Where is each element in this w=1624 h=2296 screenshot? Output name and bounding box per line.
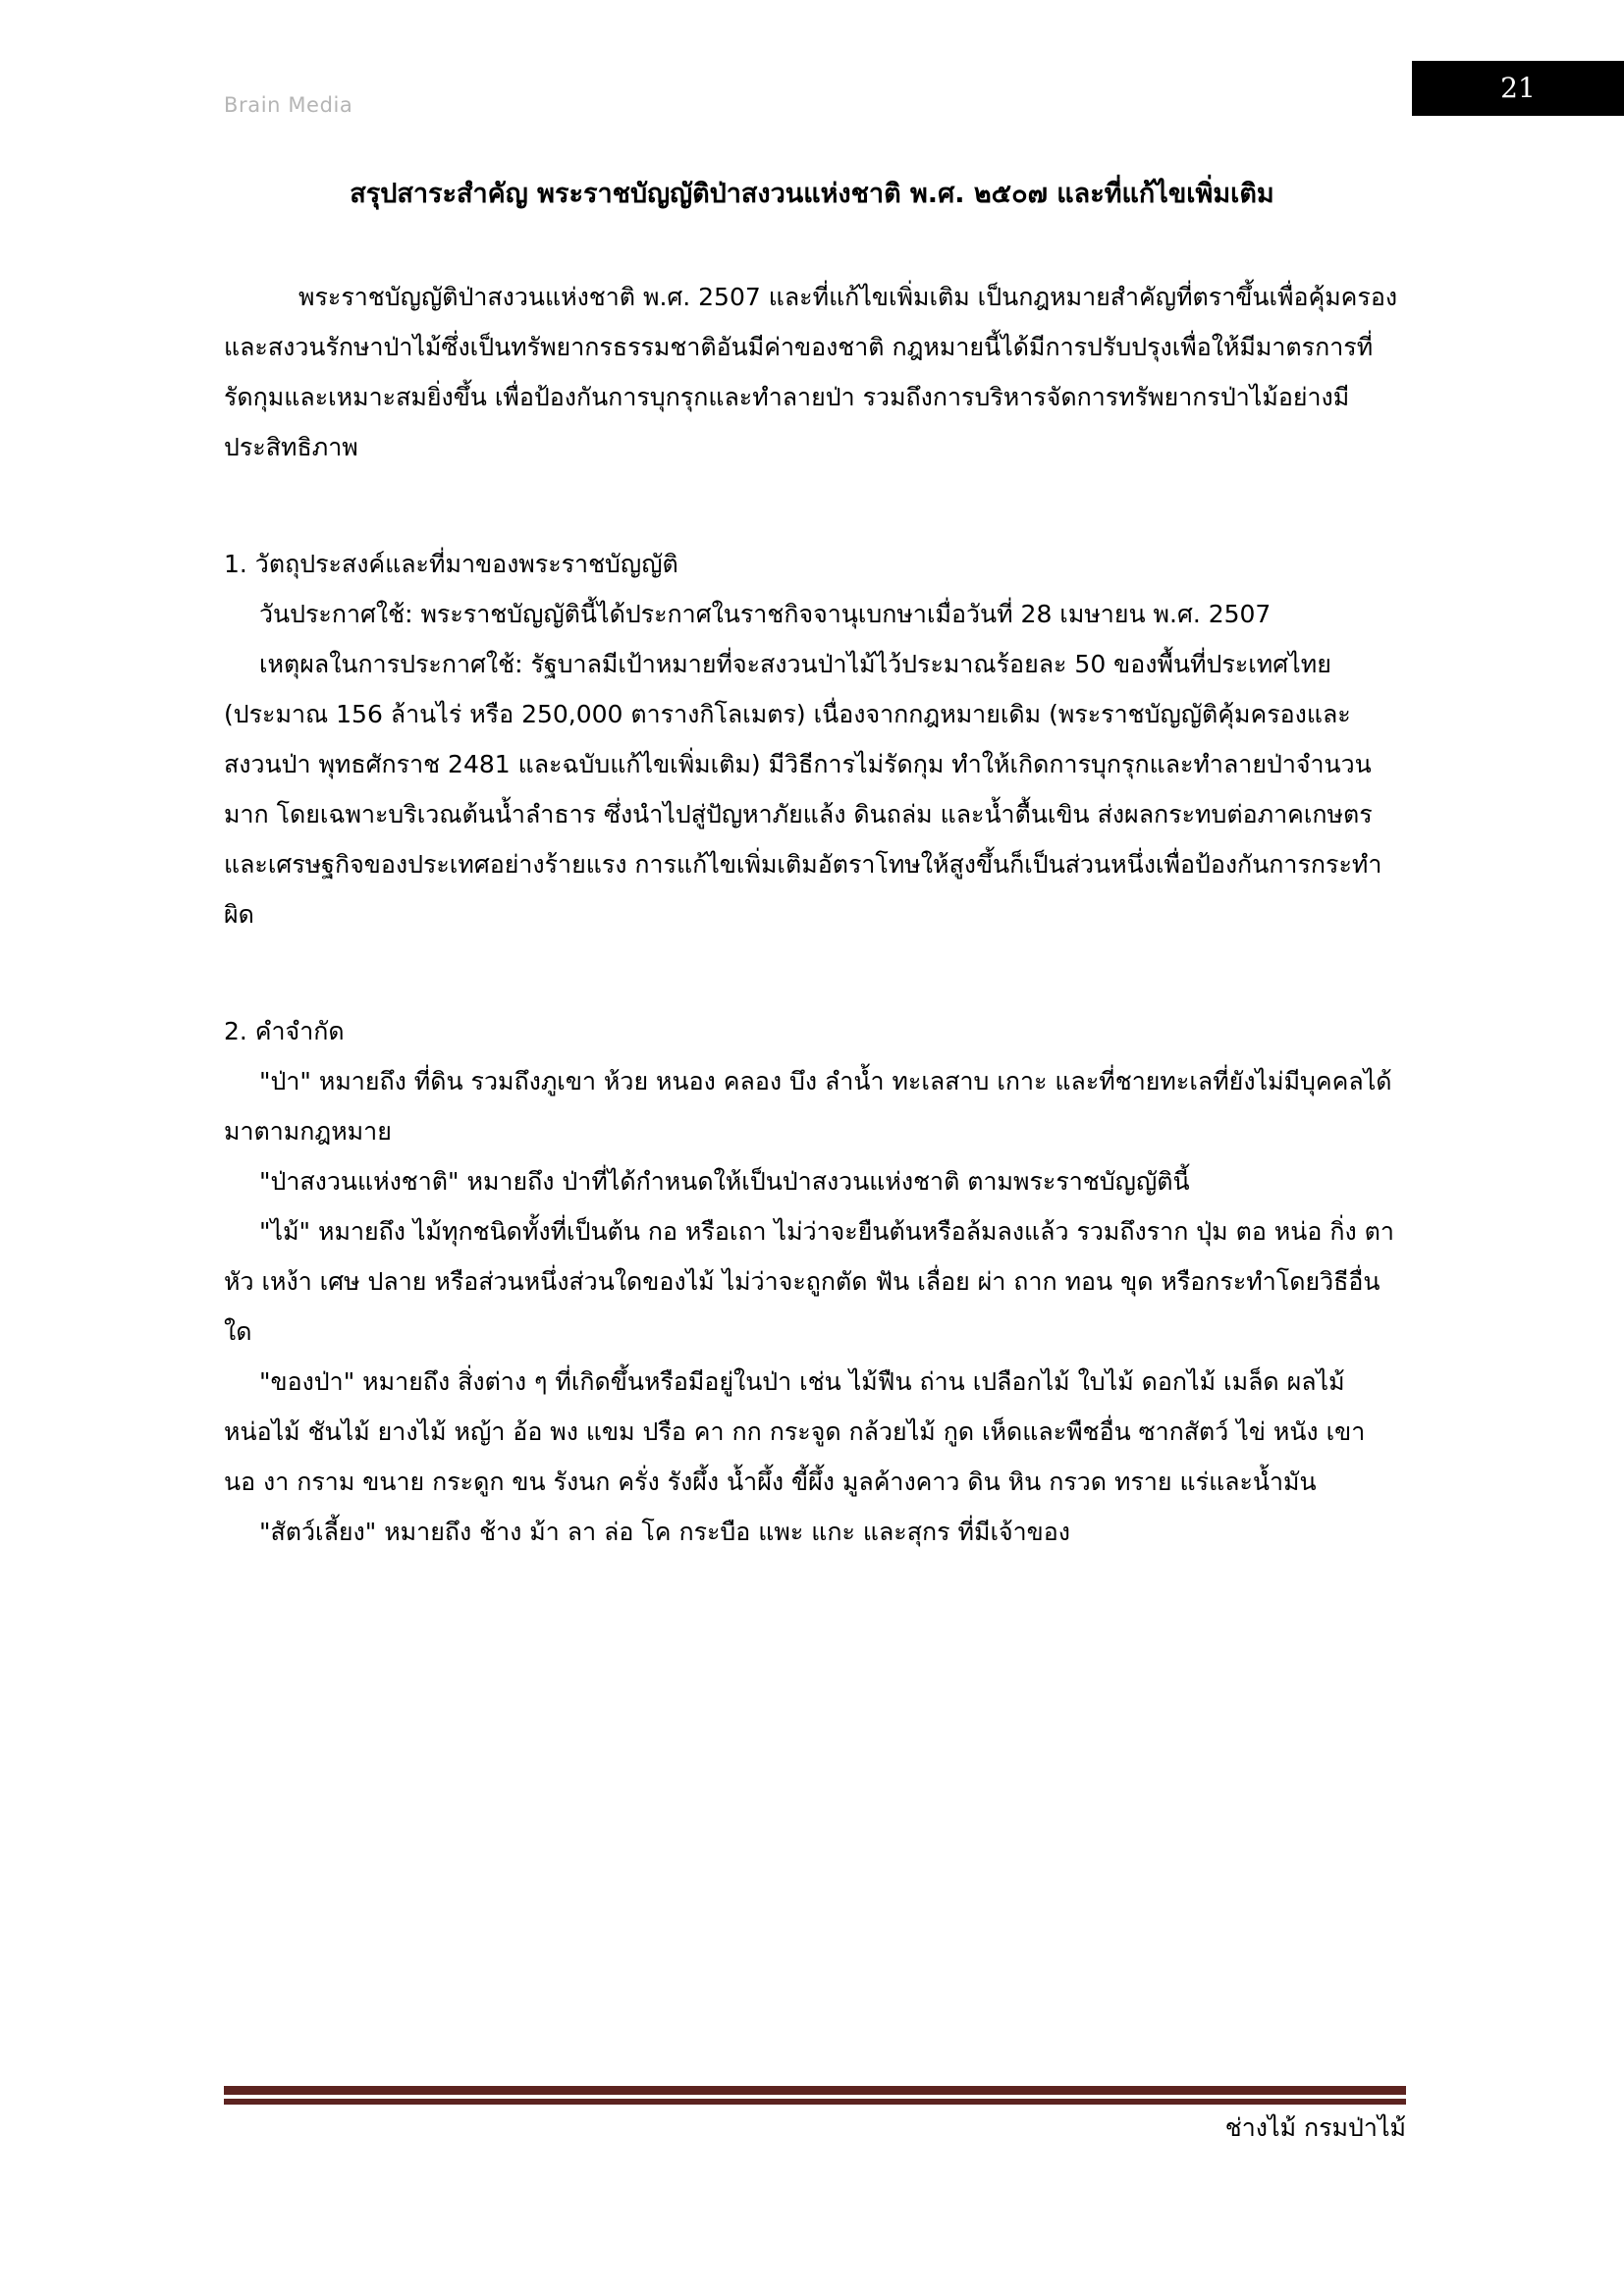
footer-attribution: ช่างไม้ กรมป่าไม้ (1224, 2113, 1406, 2142)
intro-paragraph: พระราชบัญญัติป่าสงวนแห่งชาติ พ.ศ. 2507 และที่แก้ไขเพิ่มเติม เป็นกฎหมายสำคัญที่ตราขึ้นเพื่อคุ้มครองและสงวนรักษาป่าไม้ซึ่งเป็นทรัพยากรธรรมชาติอันมีค่าของชาติ กฎหมายนี้ได้มีการปรับปรุงเพื่อให้มีมาตรการที่รัดกุมและเหมาะสมยิ่งขึ้น เพื่อป้องกันการบุกรุกและทำลายป่า รวมถึงการบริหารจัดการทรัพยากรป่าไม้อย่างมีประสิทธิภาพ (224, 282, 1398, 461)
section-1-paragraph-1: วันประกาศใช้: พระราชบัญญัตินี้ได้ประกาศในราชกิจจานุเบกษาเมื่อวันที่ 28 เมษายน พ.ศ. 2507 (259, 599, 1272, 628)
section-2-heading: 2. คำจำกัด (224, 1016, 345, 1045)
section-1-paragraph-2: เหตุผลในการประกาศใช้: รัฐบาลมีเป้าหมายที่จะสงวนป่าไม้ไว้ประมาณร้อยละ 50 ของพื้นที่ประเทศไทย (ประมาณ 156 ล้านไร่ หรือ 250,000 ตารางกิโลเมตร) เนื่องจากกฎหมายเดิม (พระราชบัญญัติคุ้มครองและสงวนป่า พุทธศักราช 2481 และฉบับแก้ไขเพิ่มเติม) มีวิธีการไม่รัดกุม ทำให้เกิดการบุกรุกและทำลายป่าจำนวนมาก โดยเฉพาะบริเวณต้นน้ำลำธาร ซึ่งนำไปสู่ปัญหาภัยแล้ง ดินถล่ม และน้ำตื้นเขิน ส่งผลกระทบต่อภาคเกษตรและเศรษฐกิจของประเทศอย่างร้ายแรง การแก้ไขเพิ่มเติมอัตราโทษให้สูงขึ้นก็เป็นส่วนหนึ่งเพื่อป้องกันการกระทำผิด (224, 649, 1382, 929)
section-1-heading: 1. วัตถุประสงค์และที่มาของพระราชบัญญัติ (224, 549, 678, 578)
spacer (224, 939, 1400, 1006)
brand-watermark: Brain Media (224, 93, 353, 117)
definition-pa: "ป่า" หมายถึง ที่ดิน รวมถึงภูเขา ห้วย หนอง คลอง บึง ลำน้ำ ทะเลสาบ เกาะ และที่ชายทะเลที่ยังไม่มีบุคคลได้มาตามกฎหมาย (224, 1066, 1392, 1146)
footer-divider (224, 2086, 1406, 2105)
footer-divider-upper-rule (224, 2086, 1406, 2095)
footer-divider-lower-rule (224, 2099, 1406, 2105)
definition-pa-sanguan-haeng-chat: "ป่าสงวนแห่งชาติ" หมายถึง ป่าที่ได้กำหนดให้เป็นป่าสงวนแห่งชาติ ตามพระราชบัญญัตินี้ (259, 1166, 1190, 1196)
spacer (224, 472, 1400, 539)
page-number-badge: 21 (1412, 61, 1624, 116)
document-body (224, 175, 1400, 1557)
document-title: สรุปสาระสำคัญ พระราชบัญญัติป่าสงวนแห่งชาติ พ.ศ. ๒๕๐๗ และที่แก้ไขเพิ่มเติม (350, 179, 1274, 209)
definition-mai: "ไม้" หมายถึง ไม้ทุกชนิดทั้งที่เป็นต้น กอ หรือเถา ไม่ว่าจะยืนต้นหรือล้มลงแล้ว รวมถึงราก ปุ่ม ตอ หน่อ กิ่ง ตา หัว เหง้า เศษ ปลาย หรือส่วนหนึ่งส่วนใดของไม้ ไม่ว่าจะถูกตัด ฟัน เลื่อย ผ่า ถาก ทอน ขุด หรือกระทำโดยวิธีอื่นใด (224, 1216, 1394, 1346)
definition-sat-liang: "สัตว์เลี้ยง" หมายถึง ช้าง ม้า ลา ล่อ โค กระบือ แพะ แกะ และสุกร ที่มีเจ้าของ (259, 1517, 1070, 1546)
page-header (0, 0, 1624, 147)
definition-khong-pa: "ของป่า" หมายถึง สิ่งต่าง ๆ ที่เกิดขึ้นหรือมีอยู่ในป่า เช่น ไม้ฟืน ถ่าน เปลือกไม้ ใบไม้ ดอกไม้ เมล็ด ผลไม้ หน่อไม้ ชันไม้ ยางไม้ หญ้า อ้อ พง แขม ปรือ คา กก กระจูด กล้วยไม้ กูด เห็ดและพืชอื่น ซากสัตว์ ไข่ หนัง เขา นอ งา กราม ขนาย กระดูก ขน รังนก ครั่ง รังผึ้ง น้ำผึ้ง ขี้ผึ้ง มูลค้างคาว ดิน หิน กรวด ทราย แร่และน้ำมัน (224, 1366, 1366, 1496)
